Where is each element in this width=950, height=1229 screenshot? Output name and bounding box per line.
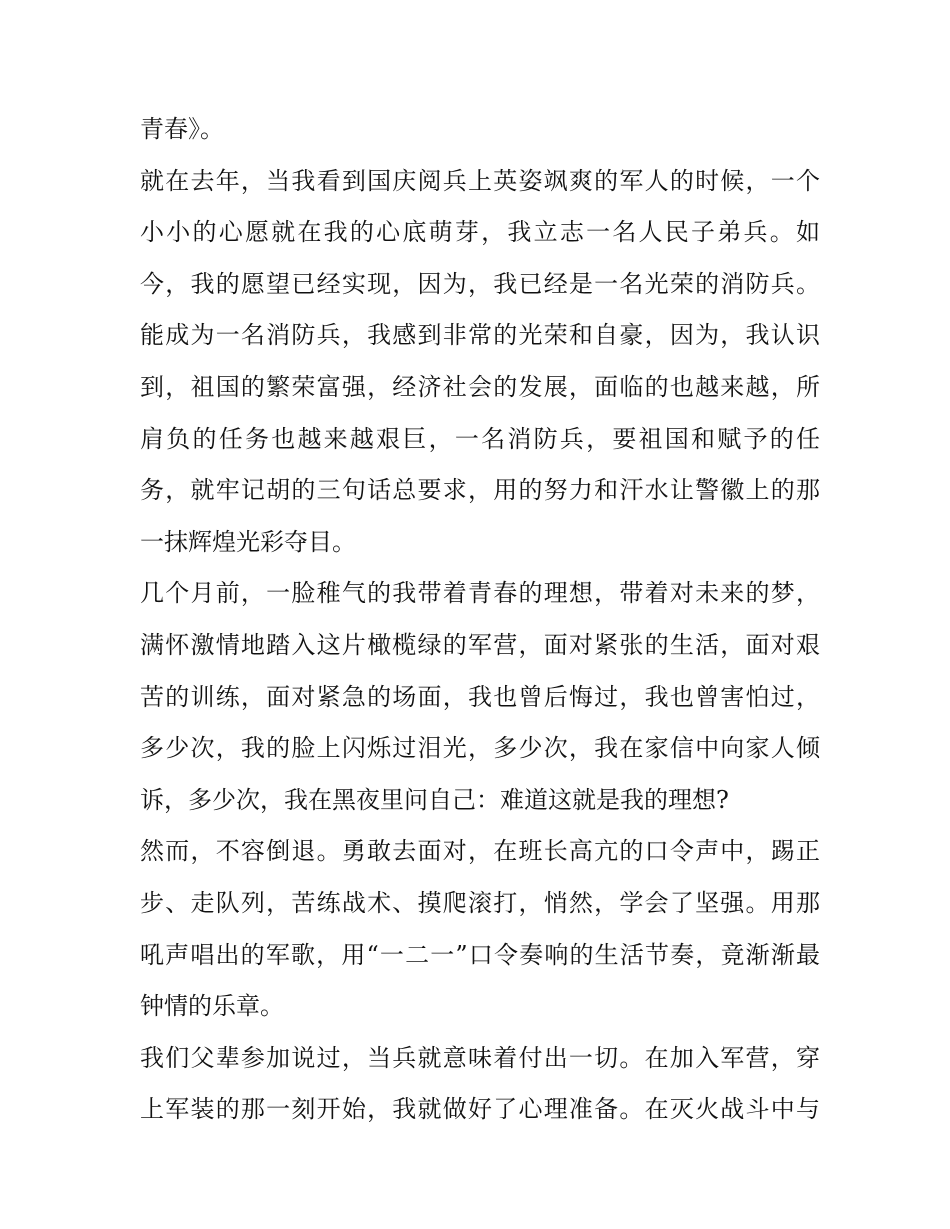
- text-line: 几个月前，一脸稚气的我带着青春的理想，带着对未来的梦，: [140, 579, 820, 608]
- text-line: 钟情的乐章。: [140, 992, 284, 1021]
- text-line: 然而，不容倒退。勇敢去面对，在班长高亢的口令声中，踢正: [140, 837, 820, 866]
- text-line: 到，祖国的繁荣富强，经济社会的发展，面临的也越来越，所: [140, 372, 820, 401]
- text-line: 一抹辉煌光彩夺目。: [140, 527, 356, 556]
- text-line: 我们父辈参加说过，当兵就意味着付出一切。在加入军营，穿: [140, 1043, 820, 1072]
- text-line: 肩负的任务也越来越艰巨，一名消防兵，要祖国和赋予的任: [140, 424, 820, 453]
- text-line: 多少次，我的脸上闪烁过泪光，多少次，我在家信中向家人倾: [140, 734, 820, 763]
- text-line: 吼声唱出的军歌，用“一二一”口令奏响的生活节奏，竟渐渐最: [140, 940, 820, 969]
- paragraph: [140, 1033, 820, 1136]
- paragraph: [140, 568, 820, 826]
- text-line: 满怀激情地踏入这片橄榄绿的军营，面对紧张的生活，面对艰: [140, 630, 820, 659]
- text-line: 上军装的那一刻开始，我就做好了心理准备。在灭火战斗中与: [140, 1095, 820, 1124]
- text-line: 能成为一名消防兵，我感到非常的光荣和自豪，因为，我认识: [140, 321, 820, 350]
- document-body: [140, 104, 820, 1136]
- paragraph: [140, 104, 820, 156]
- text-line: 步、走队列，苦练战术、摸爬滚打，悄然，学会了坚强。用那: [140, 888, 820, 917]
- text-line: 就在去年，当我看到国庆阅兵上英姿飒爽的军人的时候，一个: [140, 166, 820, 195]
- text-line: 务，就牢记胡的三句话总要求，用的努力和汗水让警徽上的那: [140, 476, 820, 505]
- text-line: 小小的心愿就在我的心底萌芽，我立志一名人民子弟兵。如: [140, 218, 820, 247]
- text-line: 诉，多少次，我在黑夜里问自己：难道这就是我的理想?: [140, 785, 729, 814]
- paragraph: [140, 156, 820, 569]
- text-line: 今，我的愿望已经实现，因为，我已经是一名光荣的消防兵。: [140, 269, 820, 298]
- text-line: 青春》。: [140, 115, 224, 143]
- paragraph: [140, 826, 820, 1032]
- text-line: 苦的训练，面对紧急的场面，我也曾后悔过，我也曾害怕过，: [140, 682, 820, 711]
